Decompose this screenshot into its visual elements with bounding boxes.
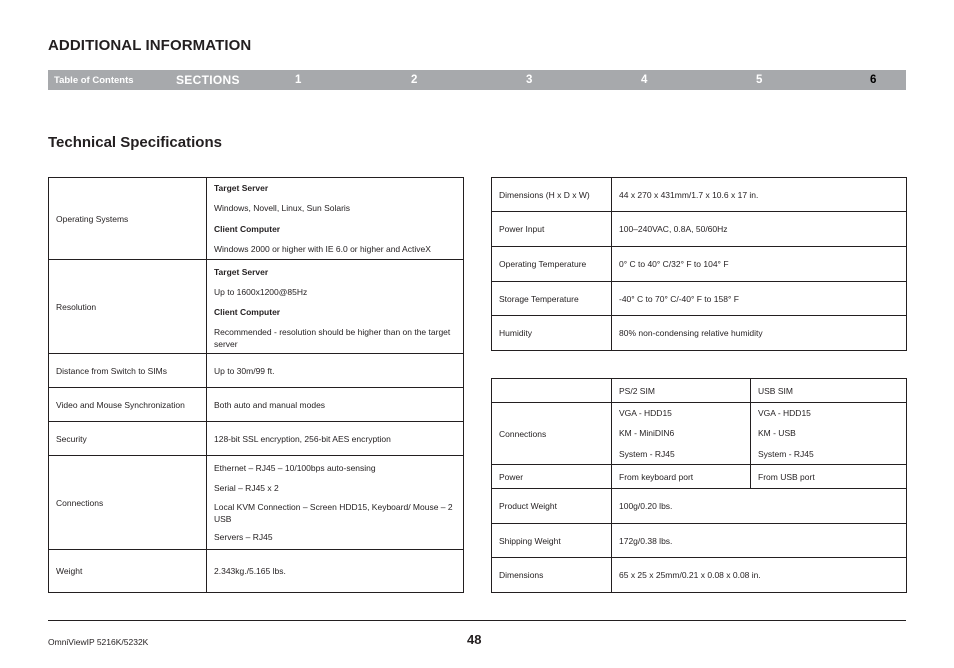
spec-label: Product Weight [492,489,612,524]
spec-label: Power [492,465,612,489]
spec-line: VGA - HDD15 [619,408,672,419]
table-header-row [492,379,907,403]
footer-model-name: OmniViewIP 5216K/5232K [48,637,149,647]
header-empty-cell [492,379,612,403]
spec-line: Ethernet – RJ45 – 10/100bps auto-sensing [214,462,376,473]
spec-value [612,403,751,465]
spec-line: System - RJ45 [619,448,675,459]
spec-value: 65 x 25 x 25mm/0.21 x 0.08 x 0.08 in. [612,558,907,593]
spec-label: Video and Mouse Synchronization [49,388,207,422]
spec-label: Dimensions (H x D x W) [492,178,612,212]
spec-value: Both auto and manual modes [207,388,464,422]
column-header-usb-sim: USB SIM [751,379,907,403]
spec-line: Local KVM Connection – Screen HDD15, Keyboard/ Mouse – 2 USB [214,502,453,525]
spec-label: Security [49,422,207,456]
table-of-contents-link[interactable]: Table of Contents [54,75,134,86]
spec-line: Target Server [214,183,269,193]
table-row [49,354,464,388]
left-spec-table [48,177,464,593]
section-link-4[interactable]: 4 [641,74,648,86]
table-row [49,550,464,593]
spec-label: Storage Temperature [492,282,612,316]
spec-value [207,178,464,260]
page-header: ADDITIONAL INFORMATION [48,37,252,54]
spec-label: Connections [49,456,207,550]
table-row [492,178,907,212]
spec-label: Connections [492,403,612,465]
spec-line: Servers – RJ45 [214,532,273,543]
spec-line: Windows 2000 or higher with IE 6.0 or higher and ActiveX [214,243,431,254]
spec-label: Operating Temperature [492,247,612,282]
spec-value: From USB port [751,465,907,489]
spec-line: Client Computer [214,307,281,318]
sections-label: SECTIONS [176,73,240,87]
table-row [492,316,907,351]
spec-label: Weight [49,550,207,593]
spec-value [207,260,464,354]
spec-line: Client Computer [214,223,281,234]
spec-value: -40° C to 70° C/-40° F to 158° F [612,282,907,316]
table-row [49,422,464,456]
table-row [492,212,907,247]
section-link-3[interactable]: 3 [526,74,533,86]
spec-value: 80% non-condensing relative humidity [612,316,907,351]
spec-label: Distance from Switch to SIMs [49,354,207,388]
spec-line: Up to 1600x1200@85Hz [214,287,308,298]
spec-line: Windows, Novell, Linux, Sun Solaris [214,203,351,214]
table-row [492,489,907,524]
spec-line: Target Server [214,266,269,277]
spec-value: 0° C to 40° C/32° F to 104° F [612,247,907,282]
spec-line: System - RJ45 [758,448,814,459]
table-row [492,247,907,282]
section-nav-bar [48,70,906,90]
section-link-2[interactable]: 2 [411,74,418,86]
spec-label: Shipping Weight [492,524,612,558]
spec-value: 100g/0.20 lbs. [612,489,907,524]
page-number: 48 [467,632,482,647]
table-row [49,260,464,354]
table-row [49,388,464,422]
spec-label: Humidity [492,316,612,351]
spec-line: Serial – RJ45 x 2 [214,483,279,494]
table-row [49,456,464,550]
section-link-1[interactable]: 1 [295,74,302,86]
section-link-6-active[interactable]: 6 [870,74,877,86]
spec-value: 128-bit SSL encryption, 256-bit AES encryption [207,422,464,456]
section-link-5[interactable]: 5 [756,74,763,86]
right-spec-table-environment [491,177,907,351]
spec-line: Recommended - resolution should be higher than on the target server [214,326,451,349]
spec-line: KM - MiniDIN6 [619,428,675,439]
spec-value: 2.343kg./5.165 lbs. [207,550,464,593]
spec-label: Power Input [492,212,612,247]
table-row [492,403,907,465]
spec-label: Dimensions [492,558,612,593]
spec-line: VGA - HDD15 [758,408,811,419]
section-title: Technical Specifications [48,134,222,151]
right-spec-table-sim [491,378,907,593]
table-row [492,524,907,558]
table-row [492,465,907,489]
spec-line: KM - USB [758,428,796,439]
spec-value: Up to 30m/99 ft. [207,354,464,388]
table-row [492,558,907,593]
column-header-ps2-sim: PS/2 SIM [612,379,751,403]
table-row [49,178,464,260]
footer-divider [48,620,906,621]
spec-value [751,403,907,465]
spec-value: 44 x 270 x 431mm/1.7 x 10.6 x 17 in. [612,178,907,212]
table-row [492,282,907,316]
spec-value: 100–240VAC, 0.8A, 50/60Hz [612,212,907,247]
spec-value: From keyboard port [612,465,751,489]
spec-value: 172g/0.38 lbs. [612,524,907,558]
spec-label: Operating Systems [49,178,207,260]
spec-value [207,456,464,550]
spec-label: Resolution [49,260,207,354]
